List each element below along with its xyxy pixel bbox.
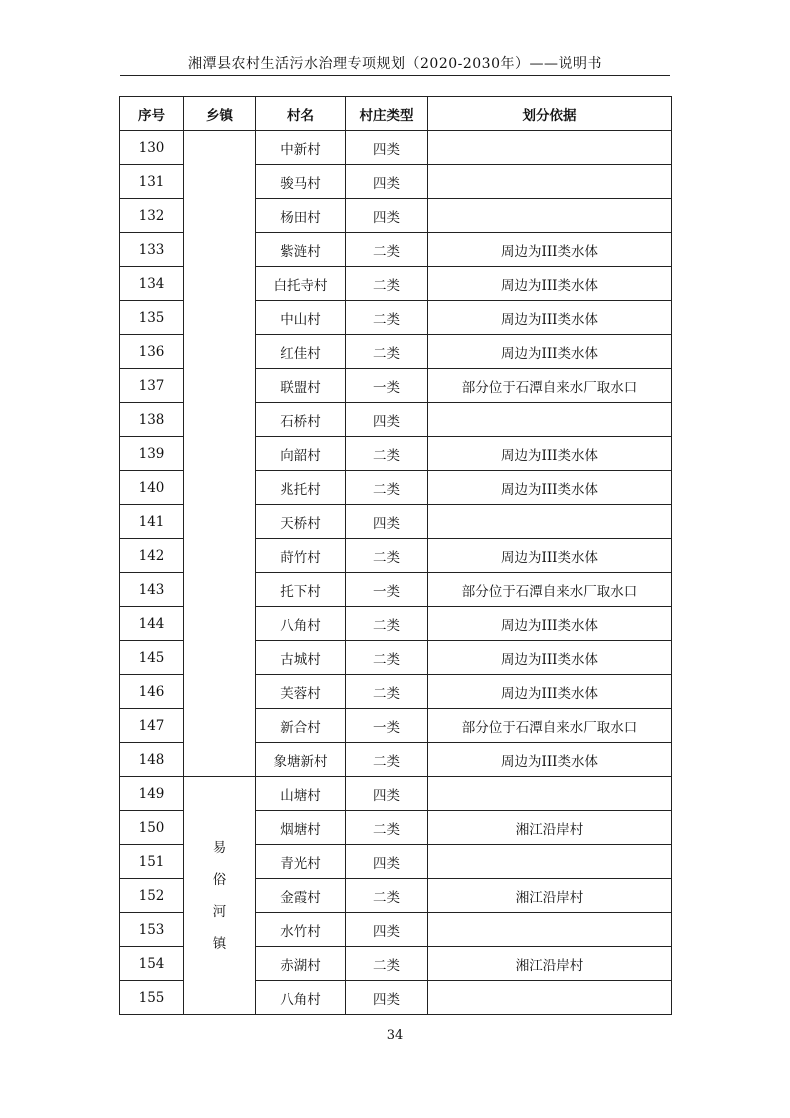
- classification-basis: [428, 981, 672, 1015]
- village-name: 托下村: [256, 573, 346, 607]
- village-name: 红佳村: [256, 335, 346, 369]
- village-type: 四类: [346, 403, 428, 437]
- row-number: 152: [120, 879, 184, 913]
- village-name: 水竹村: [256, 913, 346, 947]
- village-type: 二类: [346, 743, 428, 777]
- classification-basis: 部分位于石潭自来水厂取水口: [428, 369, 672, 403]
- row-number: 132: [120, 199, 184, 233]
- row-number: 137: [120, 369, 184, 403]
- page-number: 34: [386, 1028, 404, 1043]
- village-name: 赤湖村: [256, 947, 346, 981]
- classification-basis: [428, 131, 672, 165]
- village-name: 烟塘村: [256, 811, 346, 845]
- village-name: 青光村: [256, 845, 346, 879]
- row-number: 155: [120, 981, 184, 1015]
- classification-basis: 部分位于石潭自来水厂取水口: [428, 709, 672, 743]
- classification-basis: [428, 403, 672, 437]
- village-type: 四类: [346, 165, 428, 199]
- row-number: 143: [120, 573, 184, 607]
- row-number: 142: [120, 539, 184, 573]
- town-name-char: 镇: [212, 935, 227, 952]
- classification-basis: [428, 845, 672, 879]
- village-name: 白托寺村: [256, 267, 346, 301]
- table-row: [120, 131, 672, 165]
- town-cell: [184, 777, 256, 1015]
- table-row: [120, 777, 672, 811]
- classification-basis: [428, 777, 672, 811]
- row-number: 141: [120, 505, 184, 539]
- village-name: 中山村: [256, 301, 346, 335]
- village-type: 二类: [346, 641, 428, 675]
- village-name: 山塘村: [256, 777, 346, 811]
- village-classification-table: [119, 96, 672, 1015]
- classification-basis: 湘江沿岸村: [428, 947, 672, 981]
- row-number: 135: [120, 301, 184, 335]
- classification-basis: 周边为III类水体: [428, 437, 672, 471]
- row-number: 139: [120, 437, 184, 471]
- classification-basis: 周边为III类水体: [428, 267, 672, 301]
- village-type: 二类: [346, 335, 428, 369]
- village-type: 二类: [346, 267, 428, 301]
- village-type: 二类: [346, 471, 428, 505]
- village-type: 四类: [346, 845, 428, 879]
- village-type: 二类: [346, 879, 428, 913]
- column-header-village: 村名: [256, 97, 346, 131]
- classification-basis: [428, 505, 672, 539]
- classification-basis: 湘江沿岸村: [428, 879, 672, 913]
- village-type: 二类: [346, 437, 428, 471]
- village-name: 新合村: [256, 709, 346, 743]
- classification-basis: 周边为III类水体: [428, 743, 672, 777]
- classification-basis: 湘江沿岸村: [428, 811, 672, 845]
- village-name: 杨田村: [256, 199, 346, 233]
- village-name: 古城村: [256, 641, 346, 675]
- row-number: 136: [120, 335, 184, 369]
- village-type: 四类: [346, 505, 428, 539]
- village-type: 二类: [346, 607, 428, 641]
- column-header-town: 乡镇: [184, 97, 256, 131]
- town-name-char: 河: [212, 903, 227, 920]
- village-type: 四类: [346, 777, 428, 811]
- row-number: 131: [120, 165, 184, 199]
- village-type: 一类: [346, 573, 428, 607]
- row-number: 154: [120, 947, 184, 981]
- village-name: 金霞村: [256, 879, 346, 913]
- column-header-basis: 划分依据: [428, 97, 672, 131]
- village-name: 紫涟村: [256, 233, 346, 267]
- row-number: 140: [120, 471, 184, 505]
- column-header-type: 村庄类型: [346, 97, 428, 131]
- classification-basis: 周边为III类水体: [428, 641, 672, 675]
- town-name: [184, 832, 255, 960]
- village-type: 一类: [346, 369, 428, 403]
- row-number: 148: [120, 743, 184, 777]
- village-name: 向韶村: [256, 437, 346, 471]
- classification-basis: [428, 165, 672, 199]
- village-type: 二类: [346, 675, 428, 709]
- table-body: [120, 131, 672, 1015]
- row-number: 149: [120, 777, 184, 811]
- village-type: 四类: [346, 913, 428, 947]
- village-type: 二类: [346, 233, 428, 267]
- row-number: 146: [120, 675, 184, 709]
- village-type: 二类: [346, 301, 428, 335]
- village-type: 二类: [346, 947, 428, 981]
- village-name: 芙蓉村: [256, 675, 346, 709]
- row-number: 150: [120, 811, 184, 845]
- village-name: 象塘新村: [256, 743, 346, 777]
- row-number: 153: [120, 913, 184, 947]
- town-cell: [184, 131, 256, 777]
- classification-basis: 周边为III类水体: [428, 301, 672, 335]
- row-number: 133: [120, 233, 184, 267]
- village-name: 天桥村: [256, 505, 346, 539]
- classification-basis: 周边为III类水体: [428, 471, 672, 505]
- header-rule: [120, 75, 670, 76]
- classification-basis: 周边为III类水体: [428, 607, 672, 641]
- document-header: 湘潭县农村生活污水治理专项规划（2020-2030年）——说明书: [188, 56, 602, 72]
- village-name: 八角村: [256, 607, 346, 641]
- classification-basis: 周边为III类水体: [428, 539, 672, 573]
- row-number: 134: [120, 267, 184, 301]
- village-name: 兆托村: [256, 471, 346, 505]
- village-name: 中新村: [256, 131, 346, 165]
- row-number: 145: [120, 641, 184, 675]
- classification-basis: [428, 199, 672, 233]
- classification-basis: 周边为III类水体: [428, 335, 672, 369]
- classification-basis: 部分位于石潭自来水厂取水口: [428, 573, 672, 607]
- row-number: 144: [120, 607, 184, 641]
- row-number: 151: [120, 845, 184, 879]
- village-type: 四类: [346, 199, 428, 233]
- village-name: 石桥村: [256, 403, 346, 437]
- column-header-number: 序号: [120, 97, 184, 131]
- classification-basis: [428, 913, 672, 947]
- row-number: 130: [120, 131, 184, 165]
- classification-basis: 周边为III类水体: [428, 233, 672, 267]
- village-type: 一类: [346, 709, 428, 743]
- village-name: 骏马村: [256, 165, 346, 199]
- town-name-char: 俗: [212, 871, 227, 888]
- village-type: 四类: [346, 131, 428, 165]
- row-number: 138: [120, 403, 184, 437]
- village-name: 联盟村: [256, 369, 346, 403]
- village-type: 二类: [346, 539, 428, 573]
- village-name: 莳竹村: [256, 539, 346, 573]
- village-type: 二类: [346, 811, 428, 845]
- village-type: 四类: [346, 981, 428, 1015]
- classification-basis: 周边为III类水体: [428, 675, 672, 709]
- village-name: 八角村: [256, 981, 346, 1015]
- table-header-row: [120, 97, 672, 131]
- town-name-char: 易: [212, 839, 227, 856]
- row-number: 147: [120, 709, 184, 743]
